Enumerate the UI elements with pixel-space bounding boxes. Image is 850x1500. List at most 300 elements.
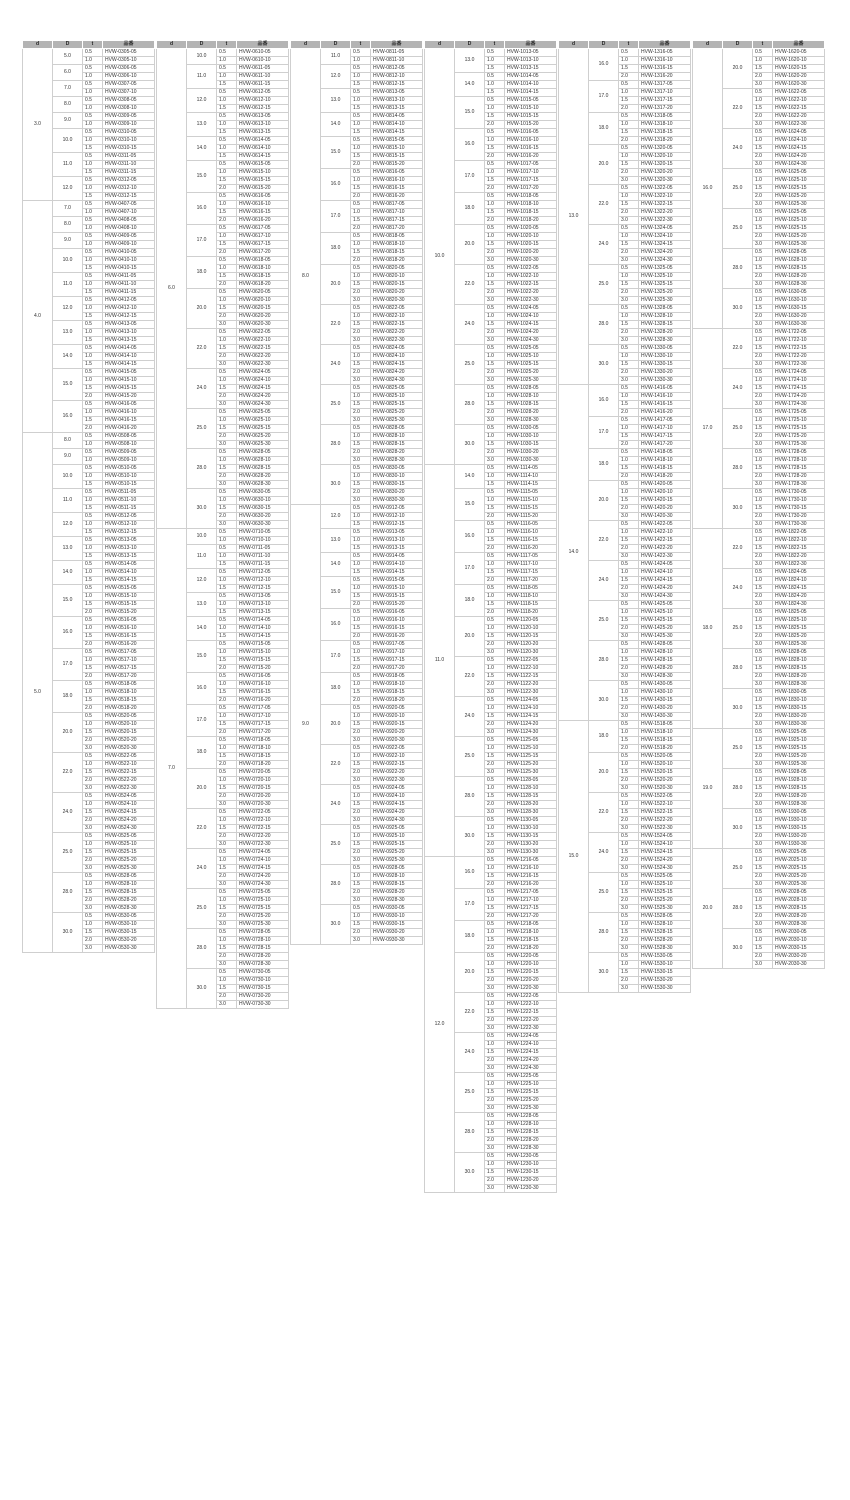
part-number-cell: HVW-0612-10 bbox=[237, 97, 289, 105]
thickness-cell: 0.5 bbox=[351, 641, 371, 649]
part-number-cell: HVW-1630-20 bbox=[773, 313, 825, 321]
outer-diameter-cell: 30.0 bbox=[723, 289, 753, 329]
thickness-cell: 1.5 bbox=[217, 345, 237, 353]
spec-table-column-5 bbox=[558, 40, 691, 993]
part-number-cell: HVW-0812-15 bbox=[371, 81, 423, 89]
part-number-cell: HVW-0912-15 bbox=[371, 521, 423, 529]
outer-diameter-cell: 28.0 bbox=[53, 873, 83, 913]
thickness-cell: 2.0 bbox=[485, 721, 505, 729]
thickness-cell: 1.0 bbox=[619, 193, 639, 201]
part-number-cell: HVW-0714-10 bbox=[237, 625, 289, 633]
part-number-cell: HVW-0618-10 bbox=[237, 265, 289, 273]
outer-diameter-cell: 15.0 bbox=[455, 97, 485, 129]
part-number-cell: HVW-1022-20 bbox=[505, 289, 557, 297]
thickness-cell: 2.0 bbox=[485, 249, 505, 257]
outer-diameter-cell: 16.0 bbox=[455, 521, 485, 553]
thickness-cell: 3.0 bbox=[753, 641, 773, 649]
thickness-cell: 1.0 bbox=[351, 57, 371, 65]
part-number-cell: HVW-1024-15 bbox=[505, 321, 557, 329]
thickness-cell: 1.5 bbox=[83, 265, 103, 273]
thickness-cell: 1.5 bbox=[485, 145, 505, 153]
part-number-cell: HVW-0612-05 bbox=[237, 89, 289, 97]
thickness-cell: 1.0 bbox=[351, 713, 371, 721]
part-number-cell: HVW-0828-15 bbox=[371, 441, 423, 449]
outer-diameter-cell: 15.0 bbox=[53, 369, 83, 401]
thickness-cell: 3.0 bbox=[619, 593, 639, 601]
part-number-cell: HVW-1628-05 bbox=[773, 249, 825, 257]
outer-diameter-cell: 16.0 bbox=[53, 617, 83, 649]
inner-diameter-cell: 17.0 bbox=[693, 329, 723, 529]
part-number-cell: HVW-1317-15 bbox=[639, 97, 691, 105]
thickness-cell: 0.5 bbox=[753, 649, 773, 657]
thickness-cell: 1.0 bbox=[83, 657, 103, 665]
part-number-cell: HVW-1725-30 bbox=[773, 441, 825, 449]
part-number-cell: HVW-1120-10 bbox=[505, 625, 557, 633]
thickness-cell: 1.0 bbox=[217, 201, 237, 209]
thickness-cell: 1.5 bbox=[753, 865, 773, 873]
thickness-cell: 0.5 bbox=[753, 329, 773, 337]
part-number-cell: HVW-0715-10 bbox=[237, 649, 289, 657]
table-header-row bbox=[693, 41, 825, 49]
thickness-cell: 1.0 bbox=[83, 305, 103, 313]
thickness-cell: 1.5 bbox=[619, 577, 639, 585]
outer-diameter-cell: 11.0 bbox=[187, 65, 217, 89]
part-number-cell: HVW-0715-15 bbox=[237, 657, 289, 665]
thickness-cell: 0.5 bbox=[351, 89, 371, 97]
thickness-cell: 1.0 bbox=[619, 121, 639, 129]
part-number-cell: HVW-0818-10 bbox=[371, 241, 423, 249]
thickness-cell: 0.5 bbox=[83, 617, 103, 625]
thickness-cell: 1.0 bbox=[351, 833, 371, 841]
thickness-cell: 1.0 bbox=[485, 1161, 505, 1169]
thickness-cell: 0.5 bbox=[485, 73, 505, 81]
thickness-cell: 3.0 bbox=[619, 217, 639, 225]
outer-diameter-cell: 11.0 bbox=[187, 545, 217, 569]
thickness-cell: 1.5 bbox=[351, 545, 371, 553]
outer-diameter-cell: 30.0 bbox=[723, 929, 753, 969]
outer-diameter-cell: 24.0 bbox=[455, 1033, 485, 1073]
outer-diameter-cell: 30.0 bbox=[53, 913, 83, 953]
thickness-cell: 1.5 bbox=[753, 345, 773, 353]
part-number-cell: HVW-1522-10 bbox=[639, 801, 691, 809]
thickness-cell: 0.5 bbox=[83, 753, 103, 761]
outer-diameter-cell: 13.0 bbox=[187, 113, 217, 137]
part-number-cell: HVW-0312-10 bbox=[103, 185, 155, 193]
thickness-cell: 1.5 bbox=[753, 585, 773, 593]
outer-diameter-cell: 15.0 bbox=[187, 161, 217, 193]
part-number-cell: HVW-0720-30 bbox=[237, 801, 289, 809]
thickness-cell: 0.5 bbox=[753, 689, 773, 697]
thickness-cell: 2.0 bbox=[753, 113, 773, 121]
part-number-cell: HVW-1428-10 bbox=[639, 649, 691, 657]
thickness-cell: 1.0 bbox=[753, 217, 773, 225]
thickness-cell: 1.5 bbox=[351, 761, 371, 769]
part-number-cell: HVW-0309-10 bbox=[103, 121, 155, 129]
thickness-cell: 0.5 bbox=[753, 209, 773, 217]
thickness-cell: 1.5 bbox=[351, 361, 371, 369]
thickness-cell: 1.5 bbox=[351, 521, 371, 529]
thickness-cell: 0.5 bbox=[753, 249, 773, 257]
part-number-cell: HVW-1428-15 bbox=[639, 657, 691, 665]
part-number-cell: HVW-0530-10 bbox=[103, 921, 155, 929]
inner-diameter-cell: 19.0 bbox=[693, 729, 723, 849]
thickness-cell: 1.5 bbox=[83, 697, 103, 705]
thickness-cell: 3.0 bbox=[485, 1025, 505, 1033]
part-number-cell: HVW-0913-05 bbox=[371, 529, 423, 537]
thickness-cell: 1.0 bbox=[753, 817, 773, 825]
part-number-cell: HVW-0530-15 bbox=[103, 929, 155, 937]
thickness-cell: 2.0 bbox=[217, 993, 237, 1001]
outer-diameter-cell: 6.0 bbox=[53, 65, 83, 81]
thickness-cell: 2.0 bbox=[619, 329, 639, 337]
thickness-cell: 3.0 bbox=[619, 673, 639, 681]
part-number-cell: HVW-0925-15 bbox=[371, 841, 423, 849]
column-header: d bbox=[23, 41, 53, 49]
part-number-cell: HVW-1216-10 bbox=[505, 865, 557, 873]
part-number-cell: HVW-1330-05 bbox=[639, 345, 691, 353]
thickness-cell: 3.0 bbox=[619, 825, 639, 833]
outer-diameter-cell: 8.0 bbox=[53, 97, 83, 113]
thickness-cell: 0.5 bbox=[485, 265, 505, 273]
part-number-cell: HVW-0613-15 bbox=[237, 129, 289, 137]
part-number-cell: HVW-1830-20 bbox=[773, 713, 825, 721]
part-number-cell: HVW-1420-05 bbox=[639, 481, 691, 489]
spec-table-column-1 bbox=[22, 40, 155, 953]
thickness-cell: 0.5 bbox=[753, 889, 773, 897]
thickness-cell: 1.5 bbox=[485, 537, 505, 545]
thickness-cell: 0.5 bbox=[485, 225, 505, 233]
outer-diameter-cell: 18.0 bbox=[589, 721, 619, 753]
part-number-cell: HVW-1015-10 bbox=[505, 105, 557, 113]
thickness-cell: 1.0 bbox=[217, 97, 237, 105]
part-number-cell: HVW-0914-15 bbox=[371, 569, 423, 577]
part-number-cell: HVW-0825-20 bbox=[371, 409, 423, 417]
part-number-cell: HVW-0515-20 bbox=[103, 609, 155, 617]
thickness-cell: 3.0 bbox=[351, 297, 371, 305]
part-number-cell: HVW-1524-30 bbox=[639, 865, 691, 873]
part-number-cell: HVW-1114-15 bbox=[505, 481, 557, 489]
thickness-cell: 0.5 bbox=[619, 265, 639, 273]
part-number-cell: HVW-1324-05 bbox=[639, 225, 691, 233]
thickness-cell: 1.5 bbox=[217, 609, 237, 617]
thickness-cell: 1.5 bbox=[753, 305, 773, 313]
thickness-cell: 1.5 bbox=[351, 249, 371, 257]
part-number-cell: HVW-1230-10 bbox=[505, 1161, 557, 1169]
thickness-cell: 3.0 bbox=[753, 961, 773, 969]
part-number-cell: HVW-0710-05 bbox=[237, 529, 289, 537]
part-number-cell: HVW-2030-10 bbox=[773, 937, 825, 945]
part-number-cell: HVW-0722-30 bbox=[237, 841, 289, 849]
part-number-cell: HVW-1224-15 bbox=[505, 1049, 557, 1057]
part-number-cell: HVW-1222-05 bbox=[505, 993, 557, 1001]
part-number-cell: HVW-0614-15 bbox=[237, 153, 289, 161]
part-number-cell: HVW-0618-05 bbox=[237, 257, 289, 265]
thickness-cell: 1.5 bbox=[485, 241, 505, 249]
thickness-cell: 2.0 bbox=[485, 449, 505, 457]
part-number-cell: HVW-0615-20 bbox=[237, 185, 289, 193]
thickness-cell: 2.0 bbox=[619, 249, 639, 257]
thickness-cell: 1.0 bbox=[753, 537, 773, 545]
thickness-cell: 1.5 bbox=[753, 385, 773, 393]
outer-diameter-cell: 15.0 bbox=[53, 585, 83, 617]
part-number-cell: HVW-1428-30 bbox=[639, 673, 691, 681]
part-number-cell: HVW-1324-10 bbox=[639, 233, 691, 241]
thickness-cell: 0.5 bbox=[485, 553, 505, 561]
part-number-cell: HVW-1730-20 bbox=[773, 513, 825, 521]
part-number-cell: HVW-0630-30 bbox=[237, 521, 289, 529]
thickness-cell: 3.0 bbox=[83, 745, 103, 753]
outer-diameter-cell: 22.0 bbox=[589, 793, 619, 833]
part-number-cell: HVW-0310-05 bbox=[103, 129, 155, 137]
part-number-cell: HVW-0725-10 bbox=[237, 897, 289, 905]
part-number-cell: HVW-1024-10 bbox=[505, 313, 557, 321]
part-number-cell: HVW-0618-15 bbox=[237, 273, 289, 281]
thickness-cell: 1.5 bbox=[217, 385, 237, 393]
outer-diameter-cell: 24.0 bbox=[455, 697, 485, 737]
thickness-cell: 1.5 bbox=[83, 385, 103, 393]
part-number-cell: HVW-1230-20 bbox=[505, 1177, 557, 1185]
thickness-cell: 3.0 bbox=[619, 513, 639, 521]
part-number-cell: HVW-1724-15 bbox=[773, 385, 825, 393]
thickness-cell: 1.5 bbox=[619, 401, 639, 409]
thickness-cell: 1.0 bbox=[351, 753, 371, 761]
part-number-cell: HVW-1316-20 bbox=[639, 73, 691, 81]
table-header-row bbox=[425, 41, 557, 49]
part-number-cell: HVW-0811-10 bbox=[371, 57, 423, 65]
part-number-cell: HVW-1930-20 bbox=[773, 833, 825, 841]
part-number-cell: HVW-0830-10 bbox=[371, 473, 423, 481]
part-number-cell: HVW-0408-05 bbox=[103, 217, 155, 225]
thickness-cell: 1.5 bbox=[217, 657, 237, 665]
part-number-cell: HVW-0830-20 bbox=[371, 489, 423, 497]
part-number-cell: HVW-1418-15 bbox=[639, 465, 691, 473]
thickness-cell: 3.0 bbox=[217, 521, 237, 529]
thickness-cell: 0.5 bbox=[83, 113, 103, 121]
thickness-cell: 1.0 bbox=[217, 73, 237, 81]
outer-diameter-cell: 25.0 bbox=[589, 601, 619, 641]
part-number-cell: HVW-1822-20 bbox=[773, 553, 825, 561]
part-number-cell: HVW-1218-05 bbox=[505, 921, 557, 929]
thickness-cell: 1.0 bbox=[485, 825, 505, 833]
thickness-cell: 3.0 bbox=[753, 281, 773, 289]
part-number-cell: HVW-0310-10 bbox=[103, 137, 155, 145]
thickness-cell: 1.5 bbox=[351, 569, 371, 577]
part-number-cell: HVW-0520-10 bbox=[103, 721, 155, 729]
part-number-cell: HVW-1420-15 bbox=[639, 497, 691, 505]
outer-diameter-cell: 22.0 bbox=[455, 657, 485, 697]
part-number-cell: HVW-1320-10 bbox=[639, 153, 691, 161]
part-number-cell: HVW-0724-20 bbox=[237, 873, 289, 881]
thickness-cell: 2.0 bbox=[217, 761, 237, 769]
column-header: d bbox=[559, 41, 589, 49]
thickness-cell: 1.5 bbox=[485, 753, 505, 761]
thickness-cell: 3.0 bbox=[485, 849, 505, 857]
thickness-cell: 1.5 bbox=[83, 665, 103, 673]
thickness-cell: 2.0 bbox=[485, 577, 505, 585]
thickness-cell: 1.0 bbox=[485, 1001, 505, 1009]
thickness-cell: 1.0 bbox=[83, 761, 103, 769]
thickness-cell: 1.5 bbox=[485, 505, 505, 513]
thickness-cell: 0.5 bbox=[83, 793, 103, 801]
part-number-cell: HVW-1425-15 bbox=[639, 617, 691, 625]
thickness-cell: 1.0 bbox=[619, 841, 639, 849]
thickness-cell: 2.0 bbox=[753, 313, 773, 321]
thickness-cell: 1.5 bbox=[485, 361, 505, 369]
table-row bbox=[559, 385, 691, 393]
thickness-cell: 1.0 bbox=[619, 529, 639, 537]
part-number-cell: HVW-0930-30 bbox=[371, 937, 423, 945]
thickness-cell: 1.5 bbox=[485, 1009, 505, 1017]
thickness-cell: 1.5 bbox=[753, 625, 773, 633]
part-number-cell: HVW-0825-15 bbox=[371, 401, 423, 409]
part-number-cell: HVW-1430-30 bbox=[639, 713, 691, 721]
part-number-cell: HVW-1024-05 bbox=[505, 305, 557, 313]
thickness-cell: 0.5 bbox=[83, 465, 103, 473]
part-number-cell: HVW-0516-15 bbox=[103, 633, 155, 641]
thickness-cell: 1.5 bbox=[753, 225, 773, 233]
part-number-cell: HVW-0830-30 bbox=[371, 497, 423, 505]
part-number-cell: HVW-0516-20 bbox=[103, 641, 155, 649]
thickness-cell: 1.0 bbox=[485, 785, 505, 793]
part-number-cell: HVW-0520-20 bbox=[103, 737, 155, 745]
part-number-cell: HVW-1316-15 bbox=[639, 65, 691, 73]
thickness-cell: 2.0 bbox=[753, 513, 773, 521]
part-number-cell: HVW-0711-15 bbox=[237, 561, 289, 569]
thickness-cell: 1.0 bbox=[83, 457, 103, 465]
thickness-cell: 1.5 bbox=[217, 945, 237, 953]
part-number-cell: HVW-1730-10 bbox=[773, 497, 825, 505]
part-number-cell: HVW-0622-30 bbox=[237, 361, 289, 369]
column-header: D bbox=[589, 41, 619, 49]
part-number-cell: HVW-1217-05 bbox=[505, 889, 557, 897]
part-number-cell: HVW-0310-15 bbox=[103, 145, 155, 153]
thickness-cell: 0.5 bbox=[351, 233, 371, 241]
part-number-cell: HVW-0917-05 bbox=[371, 641, 423, 649]
part-number-cell: HVW-0409-10 bbox=[103, 241, 155, 249]
thickness-cell: 0.5 bbox=[217, 161, 237, 169]
thickness-cell: 2.0 bbox=[485, 1057, 505, 1065]
outer-diameter-cell: 11.0 bbox=[53, 489, 83, 513]
thickness-cell: 1.5 bbox=[485, 633, 505, 641]
part-number-cell: HVW-0312-15 bbox=[103, 193, 155, 201]
part-number-cell: HVW-1722-30 bbox=[773, 361, 825, 369]
thickness-cell: 0.5 bbox=[619, 753, 639, 761]
outer-diameter-cell: 20.0 bbox=[723, 49, 753, 89]
thickness-cell: 3.0 bbox=[217, 481, 237, 489]
part-number-cell: HVW-0628-30 bbox=[237, 481, 289, 489]
outer-diameter-cell: 24.0 bbox=[53, 793, 83, 833]
part-number-cell: HVW-1018-10 bbox=[505, 201, 557, 209]
column-header: d bbox=[291, 41, 321, 49]
thickness-cell: 2.0 bbox=[485, 1177, 505, 1185]
thickness-cell: 0.5 bbox=[351, 609, 371, 617]
thickness-cell: 1.0 bbox=[351, 73, 371, 81]
part-number-cell: HVW-1724-05 bbox=[773, 369, 825, 377]
part-number-cell: HVW-0615-15 bbox=[237, 177, 289, 185]
thickness-cell: 1.0 bbox=[619, 89, 639, 97]
part-number-cell: HVW-1722-20 bbox=[773, 353, 825, 361]
thickness-cell: 1.5 bbox=[351, 129, 371, 137]
part-number-cell: HVW-0812-05 bbox=[371, 65, 423, 73]
column-header: t bbox=[753, 41, 773, 49]
thickness-cell: 2.0 bbox=[753, 913, 773, 921]
part-number-cell: HVW-2030-15 bbox=[773, 945, 825, 953]
thickness-cell: 2.0 bbox=[619, 777, 639, 785]
part-number-cell: HVW-0824-05 bbox=[371, 345, 423, 353]
part-number-cell: HVW-0622-10 bbox=[237, 337, 289, 345]
thickness-cell: 1.5 bbox=[753, 785, 773, 793]
part-number-cell: HVW-1225-15 bbox=[505, 1089, 557, 1097]
part-number-cell: HVW-1128-30 bbox=[505, 809, 557, 817]
part-number-cell: HVW-0517-20 bbox=[103, 673, 155, 681]
thickness-cell: 1.0 bbox=[217, 777, 237, 785]
outer-diameter-cell: 25.0 bbox=[321, 385, 351, 425]
thickness-cell: 0.5 bbox=[753, 289, 773, 297]
part-number-cell: HVW-0915-20 bbox=[371, 601, 423, 609]
part-number-cell: HVW-0511-15 bbox=[103, 505, 155, 513]
part-number-cell: HVW-0918-10 bbox=[371, 681, 423, 689]
part-number-cell: HVW-0414-05 bbox=[103, 345, 155, 353]
thickness-cell: 0.5 bbox=[217, 193, 237, 201]
thickness-cell: 1.5 bbox=[217, 177, 237, 185]
part-number-cell: HVW-1128-10 bbox=[505, 785, 557, 793]
thickness-cell: 2.0 bbox=[351, 161, 371, 169]
part-number-cell: HVW-0918-15 bbox=[371, 689, 423, 697]
part-number-cell: HVW-0511-05 bbox=[103, 489, 155, 497]
thickness-cell: 1.5 bbox=[351, 281, 371, 289]
part-number-cell: HVW-1625-10 bbox=[773, 177, 825, 185]
outer-diameter-cell: 18.0 bbox=[589, 113, 619, 145]
thickness-cell: 1.5 bbox=[619, 465, 639, 473]
part-number-cell: HVW-0416-15 bbox=[103, 417, 155, 425]
outer-diameter-cell: 10.0 bbox=[53, 249, 83, 273]
thickness-cell: 1.0 bbox=[485, 433, 505, 441]
thickness-cell: 0.5 bbox=[83, 369, 103, 377]
part-number-cell: HVW-1114-10 bbox=[505, 473, 557, 481]
part-number-cell: HVW-0816-20 bbox=[371, 193, 423, 201]
outer-diameter-cell: 17.0 bbox=[455, 161, 485, 193]
outer-diameter-cell: 22.0 bbox=[53, 753, 83, 793]
part-number-cell: HVW-1728-15 bbox=[773, 465, 825, 473]
thickness-cell: 1.5 bbox=[619, 241, 639, 249]
part-number-cell: HVW-0517-10 bbox=[103, 657, 155, 665]
thickness-cell: 1.0 bbox=[217, 897, 237, 905]
part-number-cell: HVW-0611-05 bbox=[237, 65, 289, 73]
part-number-cell: HVW-1724-10 bbox=[773, 377, 825, 385]
thickness-cell: 1.5 bbox=[217, 153, 237, 161]
thickness-cell: 1.0 bbox=[619, 609, 639, 617]
part-number-cell: HVW-0725-05 bbox=[237, 889, 289, 897]
part-number-cell: HVW-1224-20 bbox=[505, 1057, 557, 1065]
thickness-cell: 1.0 bbox=[351, 145, 371, 153]
thickness-cell: 1.5 bbox=[485, 937, 505, 945]
thickness-cell: 2.0 bbox=[351, 225, 371, 233]
thickness-cell: 1.5 bbox=[753, 505, 773, 513]
part-number-cell: HVW-0728-15 bbox=[237, 945, 289, 953]
thickness-cell: 0.5 bbox=[217, 489, 237, 497]
outer-diameter-cell: 18.0 bbox=[455, 921, 485, 953]
part-number-cell: HVW-1925-30 bbox=[773, 761, 825, 769]
part-number-cell: HVW-1828-05 bbox=[773, 649, 825, 657]
part-number-cell: HVW-1322-20 bbox=[639, 209, 691, 217]
thickness-cell: 1.5 bbox=[83, 633, 103, 641]
thickness-cell: 2.0 bbox=[485, 841, 505, 849]
thickness-cell: 3.0 bbox=[485, 729, 505, 737]
part-number-cell: HVW-0715-05 bbox=[237, 641, 289, 649]
thickness-cell: 2.0 bbox=[217, 433, 237, 441]
part-number-cell: HVW-1015-20 bbox=[505, 121, 557, 129]
column-header: D bbox=[723, 41, 753, 49]
